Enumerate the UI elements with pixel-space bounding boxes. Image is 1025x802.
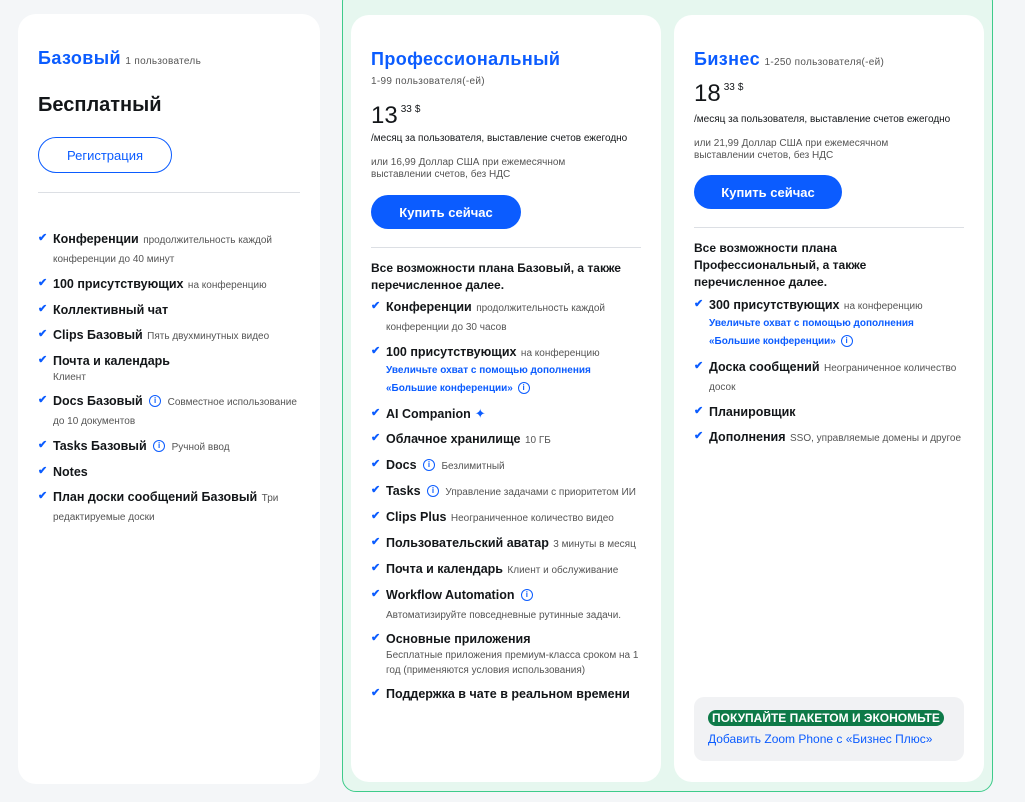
plan-card-basic [18, 14, 320, 784]
price-amount: 13 [371, 102, 398, 129]
feature-item: ✔ Clips Plus Неограниченное количество видео [371, 508, 641, 527]
feature-item: ✔ Docs i Безлимитный [371, 456, 641, 475]
feature-item: ✔ 100 присутствующих на конференцию Увеличьте охват с помощью дополнения «Большие конференции» i [371, 343, 641, 398]
price-alt: или 16,99 Доллар США при ежемесячном выставлении счетов, без НДС [371, 157, 566, 180]
price-cents: 33 [400, 104, 412, 115]
price-currency: $ [737, 82, 744, 93]
feature-item: ✔ Tasks Базовый i Ручной ввод [38, 437, 304, 456]
divider [38, 192, 300, 193]
plan-title: Профессиональный [371, 49, 561, 69]
feature-item: ✔ Доска сообщений Неограниченное количество досок [694, 358, 964, 396]
feature-item: ✔ AI Companion ✦ [371, 405, 641, 423]
feature-item: ✔ План доски сообщений Базовый Три редактируемые доски [38, 488, 304, 526]
feature-item: ✔ Конференции продолжительность каждой конференции до 30 часов [371, 298, 641, 336]
plan-header [38, 48, 201, 69]
feature-item: ✔ Конференции продолжительность каждой конференции до 40 минут [38, 230, 304, 268]
plan-title: Бизнес [694, 49, 761, 69]
price-cents: 33 [723, 82, 735, 93]
feature-item: ✔ Дополнения SSO, управляемые домены и другое [694, 428, 964, 447]
divider [371, 247, 641, 248]
info-icon[interactable]: i [841, 335, 853, 347]
price-amount: 18 [694, 80, 721, 107]
plan-card-business [674, 15, 984, 782]
info-icon[interactable]: i [521, 589, 533, 601]
feature-item: ✔ Notes [38, 463, 304, 481]
feature-item: ✔ Clips Базовый Пять двухминутных видео [38, 326, 304, 345]
feature-item: ✔ Облачное хранилище 10 ГБ [371, 430, 641, 449]
buy-now-button[interactable]: Купить сейчас [694, 175, 842, 209]
info-icon[interactable]: i [149, 395, 161, 407]
feature-list [371, 298, 641, 710]
feature-item: ✔ Планировщик [694, 403, 964, 421]
price [371, 102, 420, 130]
feature-item: ✔ Коллективный чат [38, 301, 304, 319]
feature-item: ✔ 100 присутствующих на конференцию [38, 275, 304, 294]
plan-header [694, 49, 884, 70]
price-alt: или 21,99 Доллар США при ежемесячном выставлении счетов, без НДС [694, 138, 889, 161]
feature-item: ✔ Поддержка в чате в реальном времени [371, 685, 641, 703]
plan-title: Базовый [38, 48, 121, 68]
feature-item: ✔ Workflow Automation i Автоматизируйте повседневные рутинные задачи. [371, 586, 641, 623]
add-zoom-phone-link[interactable]: Добавить Zoom Phone с «Бизнес Плюс» [708, 732, 933, 746]
plan-card-pro [351, 15, 661, 782]
info-icon[interactable]: i [153, 440, 165, 452]
plan-lead: Все возможности плана Базовый, а также перечисленное далее. [371, 261, 621, 292]
buy-now-button[interactable]: Купить сейчас [371, 195, 521, 229]
large-meetings-link[interactable]: Увеличьте охват с помощью дополнения «Большие конференции» i [386, 365, 591, 394]
bundle-promo [694, 697, 964, 761]
price-note: /месяц за пользователя, выставление счетов ежегодно [371, 133, 628, 144]
price [694, 80, 743, 108]
sparkle-icon: ✦ [474, 406, 486, 421]
price-label: Бесплатный [38, 94, 162, 116]
feature-item: ✔ Docs Базовый i Совместное использование до 10 документов [38, 392, 304, 430]
feature-item: ✔ 300 присутствующих на конференцию Увеличьте охват с помощью дополнения «Большие конференции» i [694, 296, 964, 351]
plan-users: 1-99 пользователя(-ей) [371, 76, 485, 87]
plan-lead: Все возможности плана Профессиональный, а также перечисленное далее. [694, 241, 867, 289]
divider [694, 227, 964, 228]
feature-item: ✔ Почта и календарь Клиент [38, 352, 304, 385]
plan-users: 1-250 пользователя(-ей) [764, 57, 885, 68]
feature-item: ✔ Почта и календарь Клиент и обслуживание [371, 560, 641, 579]
price-note: /месяц за пользователя, выставление счетов ежегодно [694, 114, 951, 125]
feature-item: ✔ Основные приложения Бесплатные приложения премиум-класса сроком на 1 год (применяются условия использования) [371, 630, 641, 678]
feature-list [38, 230, 304, 533]
info-icon[interactable]: i [423, 459, 435, 471]
register-button[interactable]: Регистрация [38, 137, 172, 173]
feature-list [694, 296, 964, 454]
feature-item: ✔ Tasks i Управление задачами с приоритетом ИИ [371, 482, 641, 501]
feature-item: ✔ Пользовательский аватар 3 минуты в месяц [371, 534, 641, 553]
plan-users: 1 пользователь [125, 56, 202, 67]
promo-badge: ПОКУПАЙТЕ ПАКЕТОМ И ЭКОНОМЬТЕ [708, 710, 944, 726]
info-icon[interactable]: i [518, 382, 530, 394]
price-currency: $ [414, 104, 421, 115]
info-icon[interactable]: i [427, 485, 439, 497]
large-meetings-link[interactable]: Увеличьте охват с помощью дополнения «Большие конференции» i [709, 318, 914, 347]
